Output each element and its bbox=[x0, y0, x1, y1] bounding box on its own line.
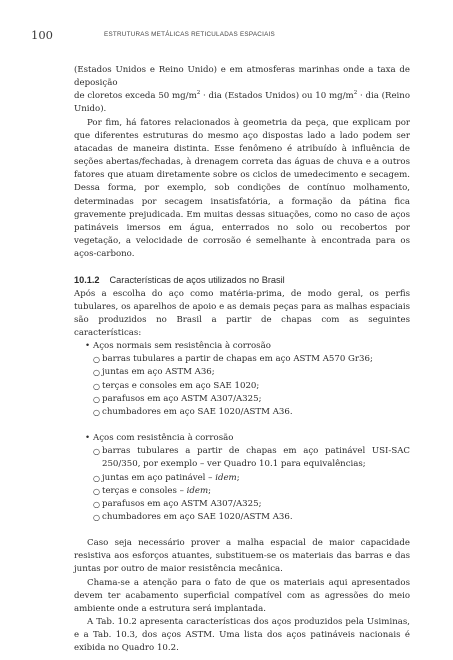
list-item bbox=[93, 445, 410, 471]
bullet-icon: • bbox=[85, 433, 91, 444]
page-header bbox=[31, 28, 413, 45]
paragraph-intro: Após a escolha do aço como matéria-prima, de modo geral, os perfis tubulares, os aparelhos de apoio e as demais peças para as malhas espaciais são produzidos no Brasil a partir de chapas com as seguintes características: bbox=[74, 288, 410, 338]
circle-bullet-icon: ○ bbox=[93, 355, 100, 365]
list-item-text: parafusos em aço ASTM A307/A325; bbox=[102, 498, 262, 509]
punctuation: ; bbox=[236, 472, 240, 483]
page-number: 100 bbox=[31, 28, 53, 42]
paragraph-resistance: Caso seja necessário prover a malha espacial de maior capacidade resistiva aos esforços atuantes, substituem-se os materiais das barras e das juntas por outro de maior resistência mecânica. bbox=[74, 538, 410, 575]
text-run: de cloretos exceda 50 mg/m bbox=[74, 91, 197, 102]
list-item bbox=[93, 406, 410, 419]
list-item-text: barras tubulares a partir de chapas em aço patinável USI-SAC 250/350, por exemplo – ver Quadro 10.1 para equivalências; bbox=[102, 446, 410, 470]
idem-text: idem bbox=[186, 485, 209, 496]
section-number: 10.1.2 bbox=[74, 275, 100, 286]
list-group-resistant bbox=[86, 432, 410, 524]
list-item-text: terças e consoles – bbox=[102, 485, 187, 496]
sublist bbox=[93, 353, 410, 419]
idem-text: idem bbox=[215, 472, 237, 483]
text-run: · dia (Reino Unido). bbox=[74, 91, 410, 115]
paragraph-line: (Estados Unidos e Reino Unido) e em atmosferas marinhas onde a taxa de deposição bbox=[74, 65, 410, 89]
paragraph-line bbox=[74, 90, 410, 116]
list-item bbox=[93, 393, 410, 406]
superscript: 2 bbox=[196, 90, 201, 97]
bullet-icon: • bbox=[85, 341, 91, 352]
list-item bbox=[93, 485, 410, 498]
running-head: ESTRUTURAS METÁLICAS RETICULADAS ESPACIAIS bbox=[104, 31, 275, 38]
circle-bullet-icon: ○ bbox=[93, 381, 100, 391]
paragraph-geometry: Por fim, há fatores relacionados à geometria da peça, que explicam por que diferentes estruturas do mesmo aço dispostas lado a lado podem ser atacadas de maneira distinta. Esse fenômeno é atribuído à influência de seções abertas/fechadas, à drenagem correta das águas de chuva e a outros fatores que atuam diretamente sobre os ciclos de umedecimento e secagem. Dessa forma, por exemplo, sob condições de contínuo molhamento, determinadas por secagem insatisfatória, a formação da pátina fica gravemente prejudicada. Em muitas dessas situações, como no caso de aços patináveis imersos em água, enterrados no solo ou recobertos por vegetação, a velocidade de corrosão é semelhante à encontrada para os aços-carbono. bbox=[74, 117, 410, 260]
circle-bullet-icon: ○ bbox=[93, 499, 100, 509]
list-item bbox=[93, 353, 410, 366]
list-item bbox=[93, 366, 410, 379]
paragraph-continued bbox=[74, 64, 410, 117]
list-item-text: juntas em aço patinável – bbox=[102, 472, 216, 483]
text-run: · dia (Estados Unidos) ou 10 mg/m bbox=[200, 91, 354, 102]
paragraph-tables: A Tab. 10.2 apresenta características dos aços produzidos pela Usiminas, e a Tab. 10.3, dos aços ASTM. Uma lista dos aços patináveis nacionais é exibida no Quadro 10.2. bbox=[74, 617, 410, 654]
list-item-text: chumbadores em aço SAE 1020/ASTM A36. bbox=[102, 512, 293, 522]
section-heading bbox=[74, 274, 410, 287]
circle-bullet-icon: ○ bbox=[93, 473, 100, 483]
page-body bbox=[74, 64, 410, 656]
list-item bbox=[93, 380, 410, 393]
list-item-text: terças e consoles em aço SAE 1020; bbox=[102, 380, 260, 391]
paragraph-finish: Chama-se a atenção para o fato de que os materiais aqui apresentados devem ter acabamento superficial compatível com as agressões do meio ambiente onde a estrutura será implantada. bbox=[74, 577, 410, 614]
list-item-text: juntas em aço ASTM A36; bbox=[102, 367, 215, 378]
list-item bbox=[93, 498, 410, 511]
circle-bullet-icon: ○ bbox=[93, 447, 100, 457]
list-item-text: barras tubulares a partir de chapas em aço ASTM A570 Gr36; bbox=[102, 354, 373, 365]
circle-bullet-icon: ○ bbox=[93, 368, 100, 378]
sublist bbox=[93, 445, 410, 524]
list-item-text: parafusos em aço ASTM A307/A325; bbox=[102, 393, 262, 404]
circle-bullet-icon: ○ bbox=[93, 407, 100, 417]
list-item-text: chumbadores em aço SAE 1020/ASTM A36. bbox=[102, 406, 293, 417]
circle-bullet-icon: ○ bbox=[93, 513, 100, 522]
list-item bbox=[93, 472, 410, 485]
punctuation: ; bbox=[208, 485, 212, 496]
circle-bullet-icon: ○ bbox=[93, 394, 100, 404]
steel-list bbox=[86, 340, 410, 524]
list-group-title: Aços com resistência à corrosão bbox=[93, 433, 234, 444]
list-group-normal bbox=[86, 340, 410, 419]
list-item bbox=[93, 511, 410, 524]
circle-bullet-icon: ○ bbox=[93, 486, 100, 496]
section-title: Características de aços utilizados no Brasil bbox=[109, 275, 285, 286]
superscript: 2 bbox=[353, 90, 358, 97]
list-group-title: Aços normais sem resistência à corrosão bbox=[93, 341, 271, 352]
